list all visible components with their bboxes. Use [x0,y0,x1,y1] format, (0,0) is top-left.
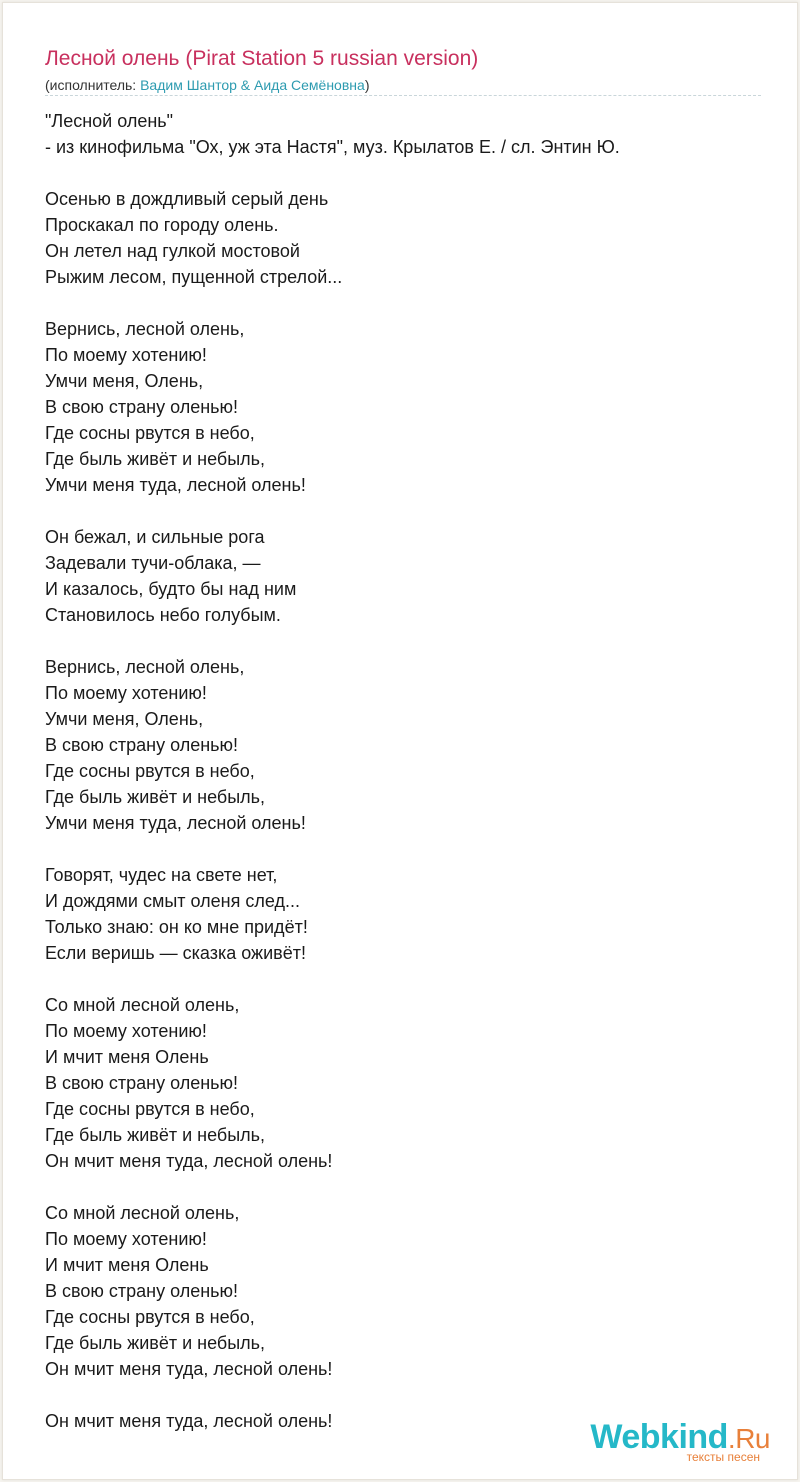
lyric-line: Он мчит меня туда, лесной олень! [45,1411,333,1431]
stanza-break [45,290,761,316]
lyric-line: Где сосны рвутся в небо, [45,1307,255,1327]
lyric-line: В свою страну оленью! [45,1073,239,1093]
stanza-break [45,498,761,524]
lyric-line: По моему хотению! [45,683,207,703]
logo-tld: .Ru [727,1423,770,1454]
lyrics-text [45,108,761,1434]
lyric-line: Осенью в дождливый серый день [45,189,329,209]
lyric-line: Где сосны рвутся в небо, [45,761,255,781]
webkind-logo[interactable] [575,1417,770,1467]
lyric-line: По моему хотению! [45,345,207,365]
stanza-break [45,1174,761,1200]
lyric-line: Где быль живёт и небыль, [45,449,266,469]
lyric-line: В свою страну оленью! [45,397,239,417]
lyric-line: Где быль живёт и небыль, [45,1333,266,1353]
lyric-line: Становилось небо голубым. [45,605,281,625]
stanza-break [45,160,761,186]
lyric-line: Где быль живёт и небыль, [45,1125,266,1145]
lyric-line: И казалось, будто бы над ним [45,579,297,599]
lyric-line: Он летел над гулкой мостовой [45,241,300,261]
divider [45,95,761,96]
lyric-line: Говорят, чудес на свете нет, [45,865,278,885]
stanza-break [45,836,761,862]
lyric-line: Где сосны рвутся в небо, [45,1099,255,1119]
lyric-line: В свою страну оленью! [45,1281,239,1301]
logo-name: Webkind [590,1418,728,1456]
performer-prefix: (исполнитель: [45,77,141,93]
lyric-line: Вернись, лесной олень, [45,657,245,677]
lyric-line: Умчи меня, Олень, [45,709,204,729]
lyric-line: Он мчит меня туда, лесной олень! [45,1359,333,1379]
lyric-line: Где быль живёт и небыль, [45,787,266,807]
lyric-line: И мчит меня Олень [45,1047,209,1067]
song-title: Лесной олень (Pirat Station 5 russian version) [45,47,479,70]
lyric-line: И дождями смыт оленя след... [45,891,300,911]
stanza-break [45,628,761,654]
stanza-break [45,966,761,992]
lyric-line: Проскакал по городу олень. [45,215,279,235]
stanza-break [45,1382,761,1408]
lyric-line: Умчи меня туда, лесной олень! [45,475,306,495]
performer-link[interactable]: Вадим Шантор & Аида Семёновна [140,77,365,93]
lyric-line: В свою страну оленью! [45,735,239,755]
lyric-line: "Лесной олень" [45,111,174,131]
logo-tagline: тексты песен [686,1450,760,1464]
lyric-line: Если веришь — сказка оживёт! [45,943,306,963]
lyric-line: По моему хотению! [45,1021,207,1041]
lyric-line: Умчи меня туда, лесной олень! [45,813,306,833]
lyric-line: Он мчит меня туда, лесной олень! [45,1151,333,1171]
lyric-line: Со мной лесной олень, [45,995,240,1015]
lyric-line: По моему хотению! [45,1229,207,1249]
lyric-line: Задевали тучи-облака, — [45,553,261,573]
performer-suffix: ) [364,77,370,93]
performer-line [45,76,369,94]
lyrics-card [2,2,798,1480]
lyric-line: Рыжим лесом, пущенной стрелой... [45,267,343,287]
lyric-line: Он бежал, и сильные рога [45,527,265,547]
lyric-line: Вернись, лесной олень, [45,319,245,339]
lyric-line: И мчит меня Олень [45,1255,209,1275]
lyric-line: Умчи меня, Олень, [45,371,204,391]
lyric-line: Где сосны рвутся в небо, [45,423,255,443]
lyric-line: - из кинофильма "Ох, уж эта Настя", муз. Крылатов Е. / сл. Энтин Ю. [45,137,620,157]
lyric-line: Со мной лесной олень, [45,1203,240,1223]
lyric-line: Только знаю: он ко мне придёт! [45,917,308,937]
